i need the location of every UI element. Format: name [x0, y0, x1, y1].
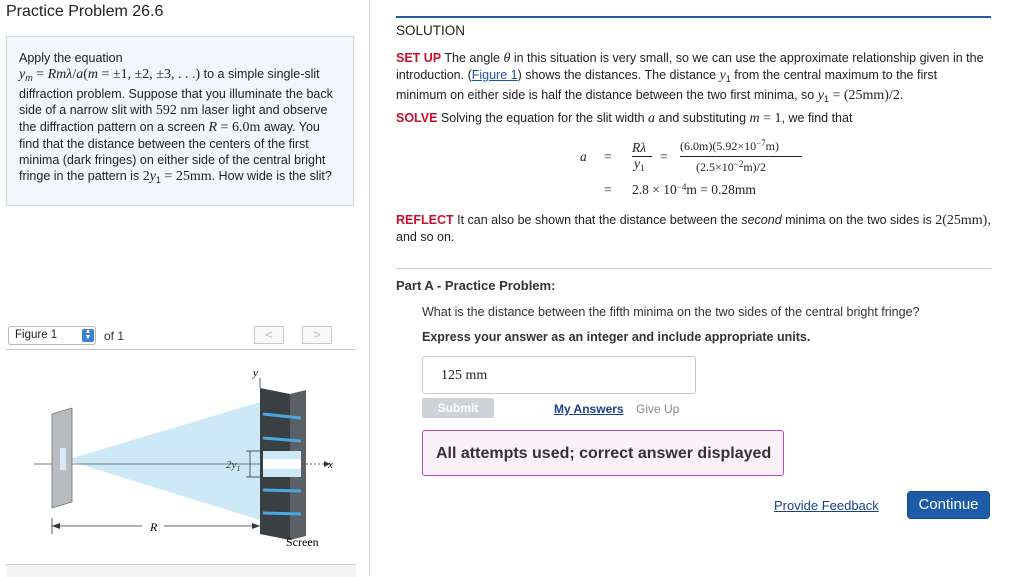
- eq-den-text: (2.5×10: [696, 160, 734, 174]
- eq-numeric-num: [680, 138, 779, 154]
- problem-equation: $y_m = Rm\lambda/a(m = \pm 1$, ±2, ±3, . . .): [19, 67, 201, 83]
- problem-text-5: . How wide is the slit?: [211, 169, 332, 183]
- eq-equals-3: =: [604, 182, 612, 197]
- figure-link[interactable]: Figure 1: [471, 68, 518, 82]
- r-label: R: [150, 520, 158, 534]
- chevron-left-icon: <: [265, 327, 273, 342]
- question-text: What is the distance between the fifth minima on the two sides of the central bright fringe?: [422, 305, 920, 319]
- right-pane: [370, 0, 1009, 576]
- eq-equals-1: =: [604, 149, 612, 164]
- reflect-text-1: It can also be shown that the distance between the: [453, 213, 742, 227]
- y-axis-label: y: [253, 367, 258, 379]
- figure-select[interactable]: [8, 326, 96, 345]
- fringe: [263, 490, 301, 491]
- eq-num-text: (6.0m)(5.92×10: [680, 139, 757, 153]
- solution-equation: [580, 138, 840, 202]
- reflect-keyword: REFLECT: [396, 213, 454, 227]
- problem-text-4: away. You find that the distance between the centers of the first minima (dark fringes) on either side of the central bright fringe in the pattern is: [19, 120, 326, 183]
- label-2y1-sub: 1: [236, 464, 241, 473]
- left-bottom-strip: [6, 564, 356, 577]
- prev-figure-button[interactable]: [254, 326, 284, 344]
- instruction-text: Express your answer as an integer and include appropriate units.: [422, 330, 811, 344]
- eq-frac-num: Rλ: [632, 140, 647, 155]
- eq-den-end: m)/2: [743, 160, 767, 174]
- eq-a: a: [580, 149, 587, 164]
- next-figure-button[interactable]: [302, 326, 332, 344]
- central-bright-core: [263, 459, 301, 469]
- section-divider: [396, 268, 991, 269]
- eq-frac-den: $y_1$: [634, 156, 645, 173]
- problem-r-value: 6.0m: [231, 120, 261, 135]
- problem-2y1-value: 25mm: [175, 169, 212, 184]
- solve-keyword: SOLVE: [396, 111, 438, 125]
- eq-num-end: m): [765, 139, 780, 153]
- solve-m-value: 1: [774, 111, 782, 126]
- setup-text-1: The angle: [441, 51, 504, 65]
- fringe: [263, 513, 301, 514]
- solve-text-3: , we find that: [781, 111, 853, 125]
- eq-result-end: m = 0.28mm: [686, 182, 756, 197]
- setup-paragraph: SET UP The angle θ in this situation is very small, so we can use the approximate relationship given in the introduction. (Figure 1) shows the distances. The distance $y_1$ from the central maximum to the first minimum on either side is half the distance between the two first minima, so $y_1 = (25mm)/2$.: [396, 51, 984, 104]
- setup-keyword: SET UP: [396, 51, 442, 65]
- reflect-value: 2(25mm): [935, 213, 988, 228]
- setup-text-4: from the central maximum to the first minimum on either side is half the distance between the two first minima, so: [396, 68, 938, 102]
- slit-opening: [60, 448, 66, 470]
- problem-statement: Apply the equation $y_m = Rm\lambda/a(m = \pm 1$, ±2, ±3, . . .) to a simple single-slit diffraction problem. Suppose that you illuminate the back side of a narrow slit with 592 nm laser light and observe the diffraction pattern on a screen R = 6.0m away. You find that the distance between the centers of the first minima (dark fringes) on either side of the central bright fringe in the pattern is $2y_1 = 25mm$. How wide is the slit?: [6, 36, 354, 206]
- solve-text-1: Solving the equation for the slit width: [437, 111, 648, 125]
- eq-result: [632, 182, 756, 198]
- eq-result-coef: 2.8 × 10: [632, 182, 677, 197]
- arrow-left-icon: [52, 523, 60, 529]
- label-2y1-main: 2y: [226, 459, 237, 471]
- status-message: All attempts used; correct answer displayed: [422, 430, 784, 476]
- diffraction-figure: [6, 350, 356, 564]
- continue-button[interactable]: Continue: [907, 491, 990, 519]
- left-pane: [0, 0, 370, 576]
- figure-select-value: Figure 1: [15, 329, 58, 341]
- page-title: Practice Problem 26.6: [6, 3, 164, 20]
- give-up-link[interactable]: Give Up: [636, 402, 680, 416]
- figure-panel: [6, 349, 356, 564]
- screen-label: Screen: [286, 535, 319, 549]
- chevron-right-icon: >: [313, 327, 321, 342]
- setup-text-5: .: [899, 88, 904, 102]
- figure-toolbar: [6, 324, 356, 348]
- provide-feedback-link[interactable]: Provide Feedback: [774, 498, 879, 513]
- solve-paragraph: SOLVE Solving the equation for the slit width a and substituting m = 1, we find that: [396, 111, 853, 126]
- select-arrows-icon: ▲ ▼: [82, 329, 94, 342]
- eq-result-exp: −4: [676, 182, 687, 192]
- eq-num-exp: −7: [756, 138, 766, 148]
- x-axis-label: x: [328, 459, 333, 471]
- problem-text-3: laser light and observe the diffraction pattern on a screen: [19, 103, 328, 134]
- eq-numeric-den: [696, 159, 766, 175]
- problem-wavelength: 592 nm: [155, 103, 199, 118]
- figure-count: of 1: [104, 329, 125, 343]
- reflect-emphasis: second: [741, 213, 782, 227]
- eq-den-exp: −2: [733, 159, 744, 169]
- submit-button[interactable]: Submit: [422, 398, 494, 418]
- my-answers-link[interactable]: My Answers: [554, 402, 624, 416]
- problem-text-2: to a simple single-slit diffraction problem. Suppose that you illuminate the back side of a narrow slit with: [19, 67, 333, 117]
- solution-header: SOLUTION: [396, 16, 991, 38]
- eq-numeric-line: [680, 156, 802, 157]
- problem-text-1: Apply the equation: [19, 51, 123, 65]
- arrow-right-icon: [252, 523, 260, 529]
- eq-equals-2: =: [660, 149, 668, 164]
- reflect-text-2: minima on the two sides is: [781, 213, 936, 227]
- setup-text-3: ) shows the distances. The distance: [517, 68, 720, 82]
- setup-eq-value: (25mm)/2: [843, 88, 900, 103]
- part-a-title: Part A - Practice Problem:: [396, 278, 556, 293]
- answer-input[interactable]: 125 mm: [422, 356, 696, 394]
- solve-text-2: and substituting: [655, 111, 750, 125]
- reflect-paragraph: [396, 212, 991, 245]
- reflect-text-3: , and so on.: [396, 213, 991, 244]
- setup-text-2: in this situation is very small, so we can use the approximate relationship given in the introduction. (: [396, 51, 984, 82]
